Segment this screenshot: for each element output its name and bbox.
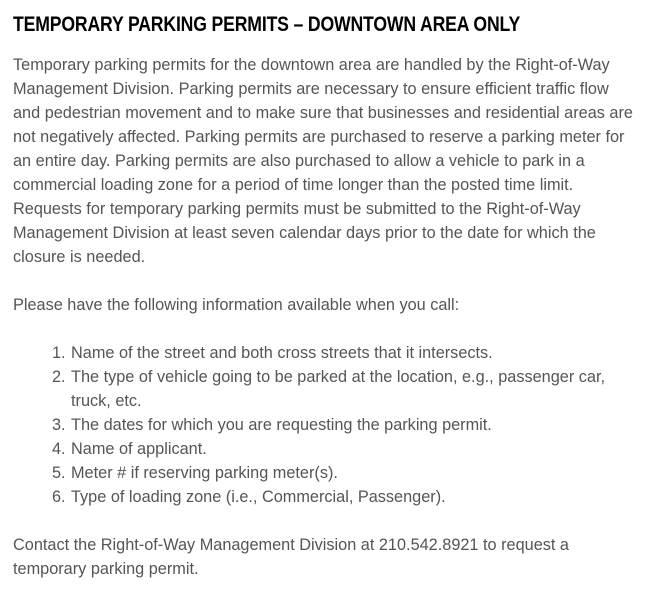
requirements-list <box>13 341 636 509</box>
intro-paragraph: Temporary parking permits for the downtown area are handled by the Right-of-Way Management Division. Parking permits are necessary to ensure efficient traffic flow and pedestrian movement and to make sure that businesses and residential areas are not negatively affected. Parking permits are purchased to reserve a parking meter for an entire day. Parking permits are also purchased to allow a vehicle to park in a commercial loading zone for a period of time longer than the posted time limit. Requests for temporary parking permits must be submitted to the Right-of-Way Management Division at least seven calendar days prior to the date for which the closure is needed. <box>13 56 633 266</box>
list-item-text: Type of loading zone (i.e., Commercial, Passenger). <box>71 488 446 506</box>
list-item-text: The dates for which you are requesting the parking permit. <box>71 416 492 434</box>
page-title: TEMPORARY PARKING PERMITS – DOWNTOWN AREA ONLY <box>13 13 521 36</box>
list-item-text: Name of the street and both cross streets that it intersects. <box>71 344 493 362</box>
list-item-number: 2. <box>52 368 66 386</box>
list-item-number: 3. <box>52 416 66 434</box>
list-item-text: The type of vehicle going to be parked at the location, e.g., passenger car, truck, etc. <box>71 368 606 410</box>
list-item <box>52 413 636 437</box>
list-item-text: Meter # if reserving parking meter(s). <box>71 464 338 482</box>
info-lead-paragraph: Please have the following information available when you call: <box>13 296 460 314</box>
list-item <box>52 437 636 461</box>
list-item <box>52 461 636 485</box>
list-item-number: 6. <box>52 488 66 506</box>
list-item-text: Name of applicant. <box>71 440 207 458</box>
list-item <box>52 365 636 413</box>
list-item <box>52 485 636 509</box>
list-item-number: 1. <box>52 344 66 362</box>
list-item <box>52 341 636 365</box>
list-item-number: 5. <box>52 464 66 482</box>
contact-paragraph: Contact the Right-of-Way Management Division at 210.542.8921 to request a temporary parking permit. <box>13 536 569 578</box>
list-item-number: 4. <box>52 440 66 458</box>
